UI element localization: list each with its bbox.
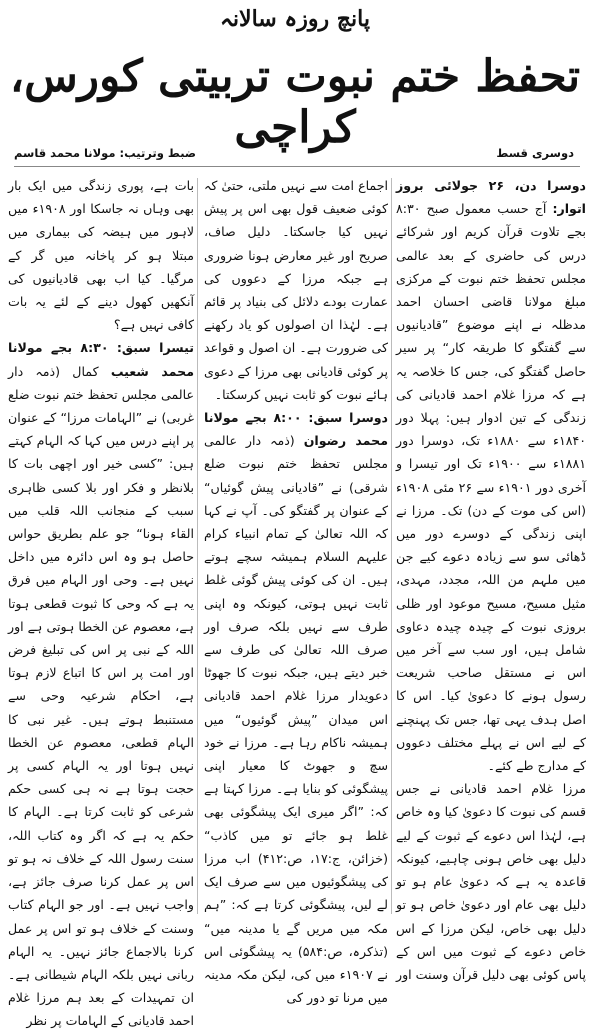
installment-label: دوسری قسط bbox=[496, 146, 574, 160]
paragraph-text: آج حسب معمول صبح ۸:۳۰ بجے تلاوت قرآن کریم اور شرکائے درس کی حاضری کے بعد عالمی مجلس تحفظ ختم نبوت کے مرکزی مبلغ مولانا قاضی احسان احمد مدظلہ نے اپنے موضوع ”قادیانیوں سے گفتگو کا طریقہ کار“ پر سیر حاصل گفتگو کی، جس کا خلاصہ یہ ہے کہ مرزا غلام احمد قادیانی کی زندگی کے تین ادوار ہیں: پہلا دور ۱۸۴۰ء سے ۱۸۸۰ء تک، دوسرا دور ۱۸۸۱ء سے ۱۹۰۰ء تک اور تیسرا و آخری دور ۱۹۰۱ء سے ۲۶ مئی ۱۹۰۸ء (اس کی موت کے دن) تک۔ مرزا نے اپنی زندگی کے دوسرے دور میں ڈھائی سو سے زیادہ دعوے کیے جن میں ملہم من اللہ، مجدد، مہدی، مثیل مسیح، مسیح موعود اور ظلی بروزی نبوت کے چیدہ چیدہ دعاوی شامل ہیں، اور سب سے آخر میں اس نے مستقل صاحب شریعت رسول ہونے کا دعویٰ کیا۔ اس کا اصل ہدف یہی تھا، جس تک پہنچنے کے لیے اس نے پہلے مختلف دعووں کے مدارج طے کئے۔ bbox=[396, 201, 586, 774]
article-paragraph bbox=[204, 174, 388, 406]
byline-row bbox=[14, 146, 574, 164]
paragraph-lead: تیسرا سبق: ۸:۳۰ بجے مولانا محمد شعیب bbox=[8, 340, 194, 379]
article-body bbox=[6, 174, 587, 1029]
column-divider bbox=[391, 178, 392, 914]
header-rule bbox=[14, 166, 580, 167]
compiled-by-credit: ضبط وترتیب: مولانا محمد قاسم bbox=[14, 146, 197, 160]
headline-kicker: پانچ روزہ سالانہ bbox=[220, 6, 370, 32]
paragraph-text: اجماع امت سے نہیں ملتی، حتیٰ کہ کوئی ضعیف قول بھی اس پر پیش نہیں کیا جاسکتا۔ دلیل صاف، صریح اور غیر معارض ہونا ضروری ہے جبکہ مرزا کے دعووں کی عمارت بودے دلائل کی بنیاد پر قائم ہے۔ لہٰذا ان اصولوں کو یاد رکھنے کی ضرورت ہے۔ ان اصول و قواعد پر کوئی قادیانی بھی مرزا کے دعوی ہائے نبوت کو ثابت نہیں کرسکتا۔ bbox=[204, 178, 388, 402]
article-paragraph bbox=[204, 406, 388, 1009]
article-paragraph bbox=[396, 174, 586, 777]
page-title: تحفظ ختم نبوت تربیتی کورس، کراچی bbox=[9, 51, 581, 153]
article-column-right bbox=[395, 174, 587, 982]
paragraph-lead: دوسرا سبق: ۸:۰۰ بجے مولانا محمد رضوان bbox=[204, 410, 389, 449]
article-column-middle bbox=[204, 174, 389, 1006]
paragraph-text: (ذمہ دار عالمی مجلس تحفظ ختم نبوت ضلع شرقی) نے ”قادیانی پیش گوئیاں“ کے عنوان پر گفتگو کی۔ آپ نے کہا کہ اللہ تعالیٰ کے تمام انبیاء کرام علیہم السلام ہمیشہ سچے ہوتے ہیں۔ ان کی کوئی پیش گوئی غلط ثابت نہیں ہوتی، کیونکہ وہ اپنی طرف سے نہیں بلکہ صرف اور صرف اللہ تعالیٰ کی طرف سے خبر دیتے ہیں، جبکہ نبوت کا جھوٹا دعویدار مرزا غلام احمد قادیانی اس میدان ”پیش گوئیوں“ میں ہمیشہ ناکام رہا ہے۔ مرزا نے خود سچ و جھوٹ کا معیار اپنی پیشگوئی کو بنایا ہے۔ مرزا کہتا ہے کہ: ”اگر میری ایک پیشگوئی بھی غلط ہو جائے تو میں کاذب“ (خزائن، ج:۱۷، ص:۴۱۲) اب مرزا کی پیشگوئیوں میں سے صرف ایک لے لیں، پیشگوئی کرتا ہے کہ: ”ہم مکہ میں مریں گے یا مدینہ میں“ (تذکرہ، ص:۵۸۴) یہ پیشگوئی اس نے ۱۹۰۷ء میں کی، لیکن مکہ مدینہ میں مرنا تو دور کی bbox=[204, 433, 388, 1006]
article-paragraph bbox=[8, 174, 194, 336]
article-paragraph bbox=[396, 777, 586, 986]
paragraph-text: کمال (ذمہ دار عالمی مجلس تحفظ ختم نبوت ضلع غربی) نے ”الہامات مرزا“ کے عنوان پر اپنے درس میں کہا کہ الہام کہتے ہیں: ”کسی خیر اور اچھی بات کا بلانظر و فکر اور بلا کسی ظاہری سبب کے منجانب اللہ قلب میں القاء ہونا“ جو علم بطریق حواس حاصل ہو وہ اس دائرہ میں داخل نہیں ہے۔ وحی اور الہام میں فرق یہ ہے کہ وحی کا ثبوت قطعی ہوتا ہے، معصوم عن الخطا ہوتی ہے اور اللہ کے نبی پر اس کی تبلیغ فرض اور امت پر اس کا اتباع لازم ہوتا ہے، احکام شرعیہ وحی سے مستنبط ہوتے ہیں۔ غیر نبی کا الہام قطعی، معصوم عن الخطا نہیں ہوتا اور یہ الہام کسی پر حجت ہوتا ہے نہ ہی کسی حکم شرعی کو ثابت کرتا ہے۔ الہام کا حکم یہ ہے کہ اگر وہ کتاب اللہ، سنت رسول اللہ کے خلاف نہ ہو تو اس پر عمل کرنا صرف جائز ہے، واجب نہیں ہے۔ اور جو الہام کتاب وسنت کے خلاف ہو تو اس پر عمل کرنا بالاجماع جائز نہیں۔ یہ الہام ربانی نہیں بلکہ الہام شیطانی ہے۔ ان تمہیدات کے بعد ہم مرزا غلام احمد قادیانی کے الہامات پر نظر bbox=[8, 363, 194, 1029]
article-column-left bbox=[8, 174, 194, 1029]
paragraph-lead: دوسرا دن، ۲۶ جولائی بروز اتوار: bbox=[396, 178, 587, 217]
paragraph-text: مرزا غلام احمد قادیانی نے جس قسم کی نبوت کا دعویٰ کیا وہ خاص ہے، لہٰذا اس دعوے کے ثبوت کے لیے دلیل بھی خاص ہونی چاہیے، کیونکہ قاعدہ یہ ہے کہ دعویٰ عام ہو تو دلیل بھی عام اور دعویٰ خاص ہو تو دلیل بھی خاص، لیکن مرزا کے اس خاص دعوے کے ثبوت میں اس کے پاس کوئی بھی دلیل قرآن وسنت اور bbox=[395, 781, 586, 982]
paragraph-text: بات ہے، پوری زندگی میں ایک بار بھی وہاں نہ جاسکا اور ۱۹۰۸ء میں لاہور میں ہیضہ کی بیماری میں مبتلا ہو کر پاخانہ میں گر کے مرگیا۔ کیا اب بھی قادیانیوں کی آنکھیں کھول دینے کے لئے یہ بات کافی نہیں ہے؟ bbox=[8, 178, 194, 333]
article-paragraph bbox=[8, 336, 194, 1032]
column-divider bbox=[197, 178, 198, 914]
